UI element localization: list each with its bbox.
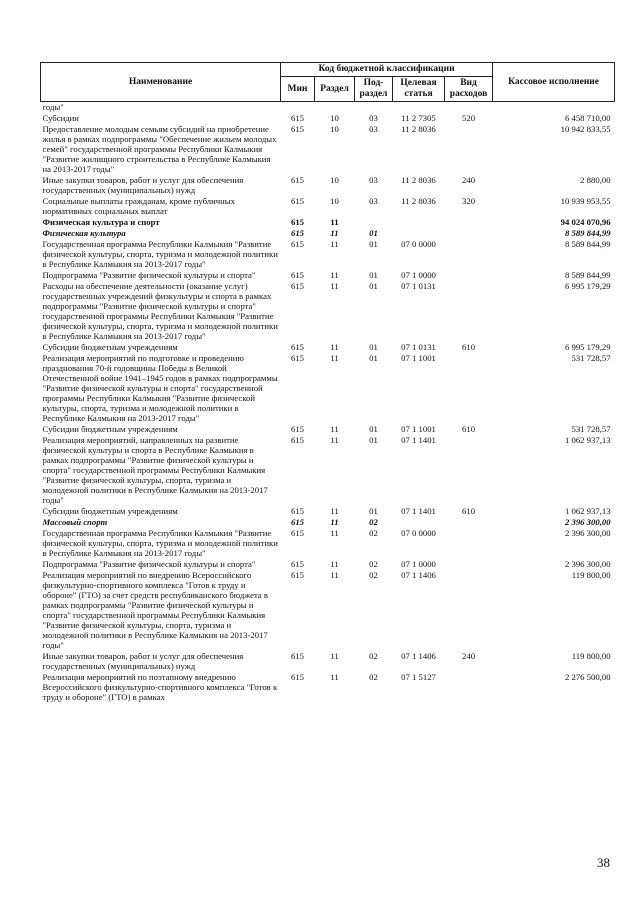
row-razdel: 11 (330, 424, 339, 434)
row-sum: 10 939 953,55 (560, 196, 611, 206)
header-name: Наименование (41, 63, 281, 102)
row-vid (445, 228, 493, 239)
row-name: Субсидии бюджетным учреждениям (42, 424, 178, 434)
row-razdel: 11 (330, 353, 339, 363)
row-name: Государственная программа Республики Калмыкия "Развитие физической культуры, спорта, туризма и молодежной политики в Республике Калмыкия на 2013-2017 годы" (42, 239, 278, 269)
row-podrazdel: 01 (369, 281, 378, 291)
row-podrazdel: 03 (369, 113, 378, 123)
row-vid: 240 (462, 651, 476, 661)
row-razdel: 11 (330, 217, 339, 227)
row-min: 615 (290, 651, 305, 661)
row-sum: 2 276 500,00 (564, 672, 611, 682)
row-min: 615 (290, 124, 305, 134)
row-podrazdel: 01 (369, 342, 378, 352)
row-sum: 2 396 300,00 (564, 528, 611, 538)
page-number: 38 (597, 855, 610, 870)
row-target: 11 2 8036 (401, 175, 436, 185)
row-min: 615 (290, 570, 305, 580)
row-vid (445, 239, 493, 270)
table-row (41, 672, 615, 703)
row-sum: 119 800,00 (571, 570, 611, 580)
row-podrazdel (355, 102, 393, 114)
row-target: 07 0 0000 (401, 239, 436, 249)
row-min: 615 (290, 270, 305, 280)
header-sum: Кассовое исполнение (493, 63, 615, 102)
row-min: 615 (290, 506, 305, 516)
header-min: Мин (281, 77, 315, 102)
row-vid (445, 217, 493, 228)
row-sum: 8 589 844,99 (564, 228, 611, 238)
row-name: Реализация мероприятий по подготовке и проведению празднования 70-й годовщины Победы в Великой Отечественной войне 1941–1945 годов в рамках подпрограммы "Развитие физической культуры и спорта" государственной программы Республики Калмыкия "Развитие физической культуры, спорта, туризма и молодежной политики в Республике Калмыкия на 2013-2017 годы" (42, 353, 278, 423)
row-razdel: 11 (330, 270, 339, 280)
row-razdel: 11 (330, 435, 339, 445)
row-name: Реализация мероприятий, направленных на развитие физической культуры и спорта в Республике Калмыкия в рамках подпрограммы "Развитие физической культуры и спорта" государственной программы Республики Калмыкия "Развитие физической культуры, спорта, туризма и молодежной политики в Республике Калмыкия на 2013-2017 годы" (42, 435, 268, 505)
row-sum: 8 589 844,99 (564, 239, 611, 249)
row-podrazdel: 02 (369, 570, 378, 580)
row-min: 615 (290, 217, 305, 227)
row-vid: 520 (462, 113, 476, 123)
row-razdel: 11 (330, 239, 339, 249)
row-razdel: 11 (330, 342, 339, 352)
row-vid (445, 559, 493, 570)
row-vid: 610 (462, 506, 476, 516)
row-target (393, 217, 445, 228)
row-sum: 2 396 300,00 (564, 517, 611, 527)
row-sum: 6 995 179,29 (564, 342, 611, 352)
row-min: 615 (290, 528, 305, 538)
row-min: 615 (290, 424, 305, 434)
table-row (41, 102, 615, 114)
row-min: 615 (290, 281, 305, 291)
row-razdel: 11 (330, 281, 339, 291)
row-podrazdel: 01 (369, 435, 378, 445)
row-razdel: 11 (330, 559, 339, 569)
row-name: Субсидии (42, 113, 79, 123)
row-name: Субсидии бюджетным учреждениям (42, 342, 178, 352)
row-name: Реализация мероприятий по поэтапному внедрению Всероссийского физкультурно-спортивного комплекса "Готов к труду и обороне" (ГТО) в рамках (42, 672, 278, 702)
row-target (393, 102, 445, 114)
row-sum: 6 995 179,29 (564, 281, 611, 291)
row-vid: 610 (462, 424, 476, 434)
row-razdel: 11 (330, 517, 339, 527)
row-vid (445, 270, 493, 281)
row-min: 615 (290, 239, 305, 249)
row-podrazdel: 01 (369, 506, 378, 516)
row-podrazdel: 01 (369, 353, 378, 363)
row-razdel: 10 (330, 196, 339, 206)
row-target: 07 1 1406 (401, 570, 436, 580)
row-sum: 1 062 937,13 (564, 506, 611, 516)
table-row (41, 270, 615, 281)
header-kbk: Код бюджетной классификации (281, 63, 493, 77)
row-razdel: 11 (330, 528, 339, 538)
row-min: 615 (290, 517, 305, 527)
row-min: 615 (290, 113, 305, 123)
row-name: Реализация мероприятий по внедрению Всероссийского физкультурно-спортивного комплекса "Готов к труду и обороне" (ГТО) за счет средств республиканского бюджета в рамках подпрограммы "Развитие физической культуры и спорта" государственной программы Республики Калмыкия "Развитие физической культуры, спорта, туризма и молодежной политики в Республике Калмыкия на 2013-2017 годы" (42, 570, 269, 650)
row-name: Иные закупки товаров, работ и услуг для обеспечения государственных (муниципальных) нужд (42, 175, 244, 195)
row-sum: 8 589 844,99 (564, 270, 611, 280)
row-target: 07 1 1001 (401, 353, 436, 363)
row-name: годы" (42, 102, 64, 112)
row-podrazdel: 03 (369, 124, 378, 134)
row-target: 07 1 1406 (401, 651, 436, 661)
table-row (41, 196, 615, 217)
table-row (41, 342, 615, 353)
row-name: Физическая культура и спорт (42, 217, 160, 227)
row-sum: 94 024 070,96 (560, 217, 611, 227)
row-razdel: 11 (330, 651, 339, 661)
row-target: 11 2 8036 (401, 124, 436, 134)
budget-table (40, 62, 615, 703)
row-min (281, 102, 315, 114)
row-vid (445, 353, 493, 424)
row-target: 11 2 7305 (401, 113, 436, 123)
table-row (41, 517, 615, 528)
row-target (393, 228, 445, 239)
row-name: Подпрограмма "Развитие физической культуры и спорта" (42, 559, 256, 569)
row-podrazdel: 02 (369, 651, 378, 661)
row-razdel: 10 (330, 175, 339, 185)
table-row (41, 435, 615, 506)
row-min: 615 (290, 353, 305, 363)
row-vid: 240 (462, 175, 476, 185)
table-row (41, 124, 615, 175)
row-podrazdel: 02 (369, 517, 378, 527)
row-sum: 6 458 710,00 (564, 113, 611, 123)
row-vid (445, 281, 493, 342)
row-target: 07 1 0131 (401, 342, 436, 352)
row-target: 07 1 1401 (401, 435, 436, 445)
row-name: Предоставление молодым семьям субсидий на приобретение жилья в рамках подпрограммы "Обеспечение жильем молодых семей" государственной программы Республики Калмыкия "Развитие жилищного строительства в Республике Калмыкия на 2013-2017 годы" (42, 124, 277, 174)
row-razdel: 10 (330, 124, 339, 134)
row-podrazdel: 03 (369, 196, 378, 206)
table-row (41, 424, 615, 435)
row-target (393, 517, 445, 528)
row-target: 07 1 5127 (401, 672, 436, 682)
row-min: 615 (290, 175, 305, 185)
row-vid (445, 102, 493, 114)
row-sum: 531 728,57 (571, 353, 611, 363)
row-vid (445, 528, 493, 559)
row-vid (445, 124, 493, 175)
row-name: Субсидии бюджетным учреждениям (42, 506, 178, 516)
table-row (41, 651, 615, 672)
row-target: 07 1 0000 (401, 559, 436, 569)
row-target: 07 1 1001 (401, 424, 436, 434)
row-sum: 119 800,00 (571, 651, 611, 661)
row-podrazdel: 01 (369, 239, 378, 249)
row-razdel: 11 (330, 570, 339, 580)
row-podrazdel: 02 (369, 559, 378, 569)
row-vid: 320 (462, 196, 476, 206)
row-min: 615 (290, 559, 305, 569)
row-podrazdel (355, 217, 393, 228)
row-podrazdel: 01 (369, 270, 378, 280)
row-name: Подпрограмма "Развитие физической культуры и спорта" (42, 270, 256, 280)
row-min: 615 (290, 342, 305, 352)
row-target: 07 1 1401 (401, 506, 436, 516)
row-vid (445, 570, 493, 651)
table-row (41, 559, 615, 570)
row-sum: 1 062 937,13 (564, 435, 611, 445)
row-sum (493, 102, 615, 114)
row-sum: 2 880,00 (580, 175, 611, 185)
row-target: 11 2 8036 (401, 196, 436, 206)
row-podrazdel: 03 (369, 175, 378, 185)
row-podrazdel: 02 (369, 672, 378, 682)
header-vid: Вид расходов (445, 77, 493, 102)
row-name: Социальные выплаты гражданам, кроме публичных нормативных социальных выплат (42, 196, 235, 216)
row-razdel (315, 102, 355, 114)
row-min: 615 (290, 435, 305, 445)
row-target: 07 1 0000 (401, 270, 436, 280)
row-target: 07 0 0000 (401, 528, 436, 538)
row-min: 615 (290, 672, 305, 682)
table-row (41, 528, 615, 559)
row-min: 615 (290, 228, 305, 238)
row-vid: 610 (462, 342, 476, 352)
table-row (41, 175, 615, 196)
table-header (41, 63, 615, 102)
row-name: Иные закупки товаров, работ и услуг для обеспечения государственных (муниципальных) нужд (42, 651, 244, 671)
table-row (41, 228, 615, 239)
row-min: 615 (290, 196, 305, 206)
header-target: Целевая статья (393, 77, 445, 102)
row-sum: 10 942 833,55 (560, 124, 611, 134)
row-razdel: 11 (330, 672, 339, 682)
table-row (41, 570, 615, 651)
row-razdel: 11 (330, 228, 339, 238)
table-row (41, 353, 615, 424)
header-razdel: Раздел (315, 77, 355, 102)
table-row (41, 217, 615, 228)
row-vid (445, 672, 493, 703)
table-row (41, 239, 615, 270)
row-podrazdel: 01 (369, 228, 378, 238)
row-vid (445, 517, 493, 528)
row-sum: 2 396 300,00 (564, 559, 611, 569)
row-podrazdel: 02 (369, 528, 378, 538)
row-razdel: 10 (330, 113, 339, 123)
row-name: Расходы на обеспечение деятельности (оказание услуг) государственных учреждений физкультуры и спорта в рамках подпрограммы "Развитие физической культуры и спорта" государственной программы Республики Калмыкия "Развитие физической культуры, спорта, туризма и молодежной политики в Республике Калмыкия на 2013-2017 годы" (42, 281, 278, 341)
row-podrazdel: 01 (369, 424, 378, 434)
row-sum: 531 728,57 (571, 424, 611, 434)
budget-table-page (40, 62, 614, 703)
table-body (41, 102, 615, 704)
table-row (41, 281, 615, 342)
header-podrazdel: Под-раздел (355, 77, 393, 102)
table-row (41, 506, 615, 517)
row-name: Массовый спорт (42, 517, 108, 527)
row-name: Физическая культура (42, 228, 126, 238)
row-vid (445, 435, 493, 506)
table-row (41, 113, 615, 124)
row-razdel: 11 (330, 506, 339, 516)
row-name: Государственная программа Республики Калмыкия "Развитие физической культуры, спорта, туризма и молодежной политики в Республике Калмыкия на 2013-2017 годы" (42, 528, 278, 558)
row-target: 07 1 0131 (401, 281, 436, 291)
